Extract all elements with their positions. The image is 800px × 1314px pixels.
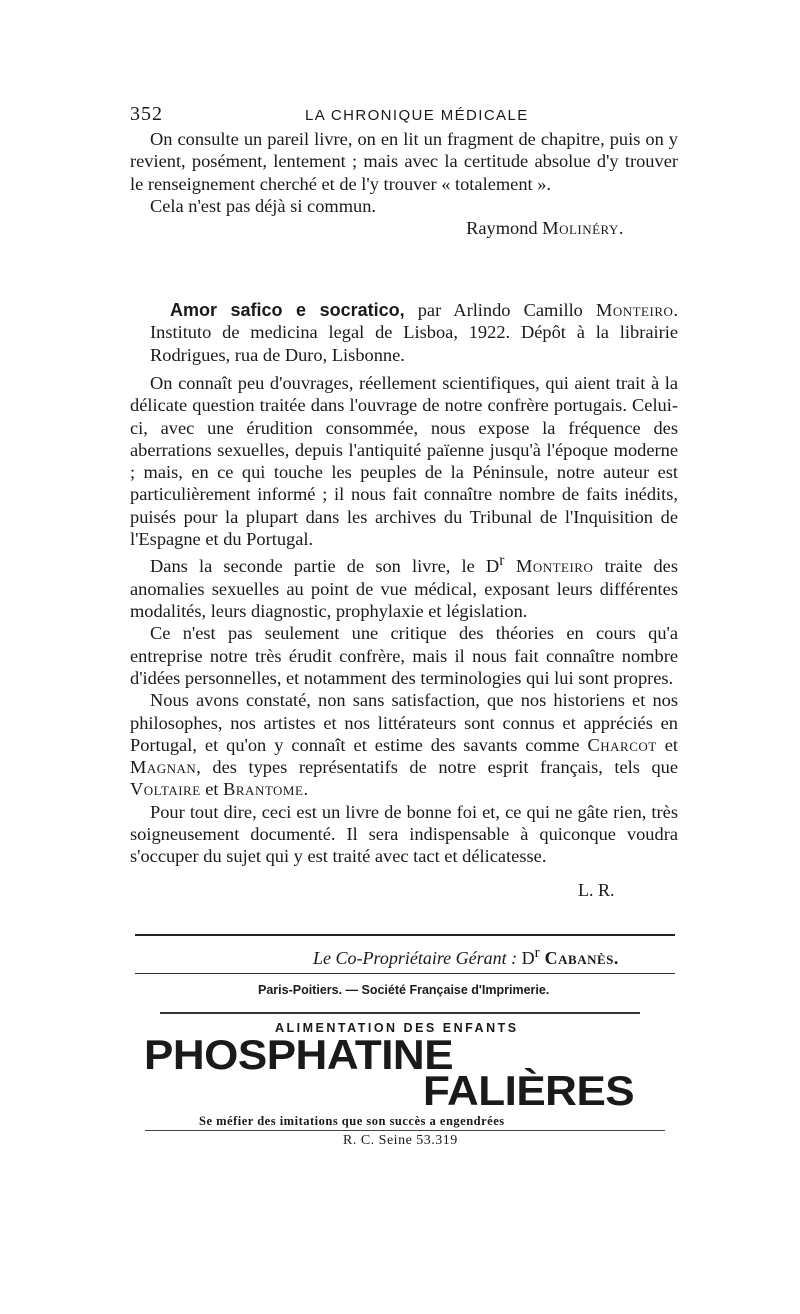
body-paragraph: Cela n'est pas déjà si commun.	[150, 195, 376, 216]
running-header	[130, 103, 678, 127]
body-paragraph: Nous avons constaté, non sans satisfaction, que nos historiens et nos philosophes, nos artistes et nos littérateurs sont connus et appréciés en Portugal, et qu'on y connaît et estime des savants comme Charcot et Magnan, des types représentatifs de notre esprit français, tels que Voltaire et Brantome.	[130, 690, 678, 800]
gerant-line: Le Co-Propriétaire Gérant : $D^r$ Cabanès.	[313, 945, 619, 968]
registration-number: R. C. Seine 53.319	[343, 1133, 458, 1148]
body-paragraph: Pour tout dire, ceci est un livre de bonne foi et, ce qui ne gâte rien, très soigneusement documenté. Il sera indispensable à quiconque voudra s'occuper du sujet qui y est traité avec tact et délicatesse.	[130, 801, 678, 867]
review-heading	[130, 299, 678, 366]
page-number: 352	[130, 103, 163, 125]
author-name: Monteiro	[595, 300, 674, 320]
ad-brand-line-1: PHOSPHATINE	[144, 1032, 454, 1079]
review-title: Amor safico e socratico,	[170, 300, 405, 320]
body-paragraph: Ce n'est pas seulement une critique des théories en cours qu'a entreprise notre très érudit confrère, mais il nous fait connaître nombre d'idées personnelles, et notamment des terminologies qui lui sont propres.	[130, 623, 678, 688]
divider	[135, 973, 675, 974]
journal-title: LA CHRONIQUE MÉDICALE	[305, 107, 529, 124]
author-signature: Raymond Molinéry.	[466, 218, 624, 239]
body-paragraph: Dans la seconde partie de son livre, le $D^r$ Monteiro traite des anomalies sexuelles au point de vue médical, exposant leurs différentes modalités, leurs diagnostic, prophylaxie et législation.	[130, 552, 678, 622]
ad-subtitle: ALIMENTATION DES ENFANTS	[275, 1021, 519, 1035]
ad-brand-line-2: FALIÈRES	[423, 1068, 635, 1115]
review-citation: Amor safico e socratico, par Arlindo Camillo Monteiro. Instituto de medicina legal de Lisboa, 1922. Dépôt à la librairie Rodrigues, rua de Duro, Lisbonne.	[150, 300, 678, 365]
phosphatine-advertisement	[140, 1012, 670, 1134]
body-paragraph: On connaît peu d'ouvrages, réellement scientifiques, qui aient trait à la délicate question traitée dans l'ouvrage de notre confrère portugais. Celui-ci, avec une érudition consommée, nous expose la fréquence des aberrations sexuelles, depuis l'antiquité païenne jusqu'à l'époque moderne ; mais, en ce qui touche les peuples de la Péninsule, notre auteur est particulièrement informé ; il nous fait connaître nombre de faits inédits, puisés pour la plupart dans les archives du Tribunal de l'Inquisition de l'Espagne et du Portugal.	[130, 373, 678, 550]
printer-imprint: Paris-Poitiers. — Société Française d'Imprimerie.	[258, 983, 550, 997]
review-body	[130, 372, 678, 868]
ad-warning: Se méfier des imitations que son succès a engendrées	[199, 1114, 505, 1128]
closing-review-block	[130, 128, 678, 239]
divider	[135, 934, 675, 936]
divider	[145, 1130, 665, 1131]
review-signature: L. R.	[578, 880, 615, 900]
divider	[160, 1012, 640, 1014]
body-paragraph: On consulte un pareil livre, on en lit un fragment de chapitre, puis on y revient, posément, lentement ; mais avec la certitude absolue d'y trouver le renseignement cherché et de l'y trouver « totalement ».	[130, 129, 678, 194]
